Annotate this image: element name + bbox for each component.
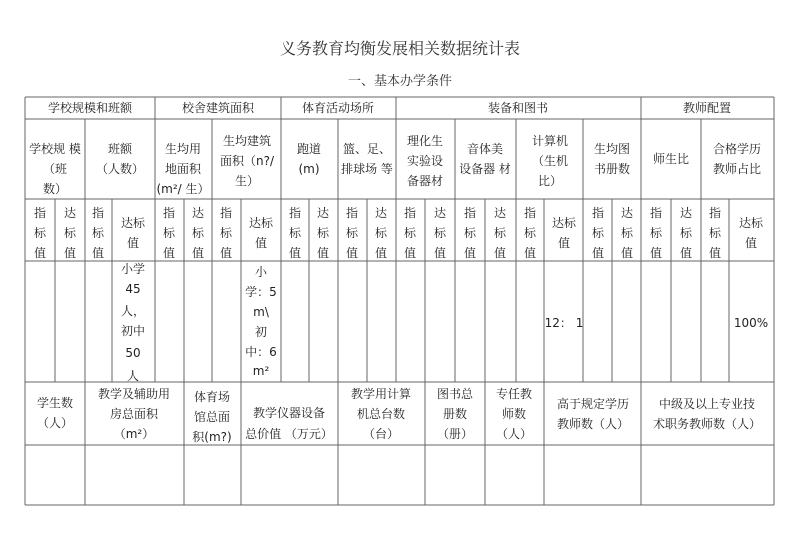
computer-ratio-standard: 12： 1 — [544, 316, 584, 330]
page-title: 义务教育均衡发展相关数据统计表 — [279, 39, 521, 58]
group-header-building-area: 校舍建筑面积 — [181, 101, 255, 115]
section-title: 一、基本办学条件 — [347, 74, 453, 89]
group-header-equipment-books: 装备和图书 — [487, 101, 549, 115]
group-header-sports-venues: 体育活动场所 — [301, 101, 375, 115]
qualified-teacher-standard: 100% — [733, 316, 769, 330]
group-header-school-scale: 学校规模和班额 — [47, 101, 133, 115]
group-header-teachers: 教师配置 — [682, 101, 732, 115]
